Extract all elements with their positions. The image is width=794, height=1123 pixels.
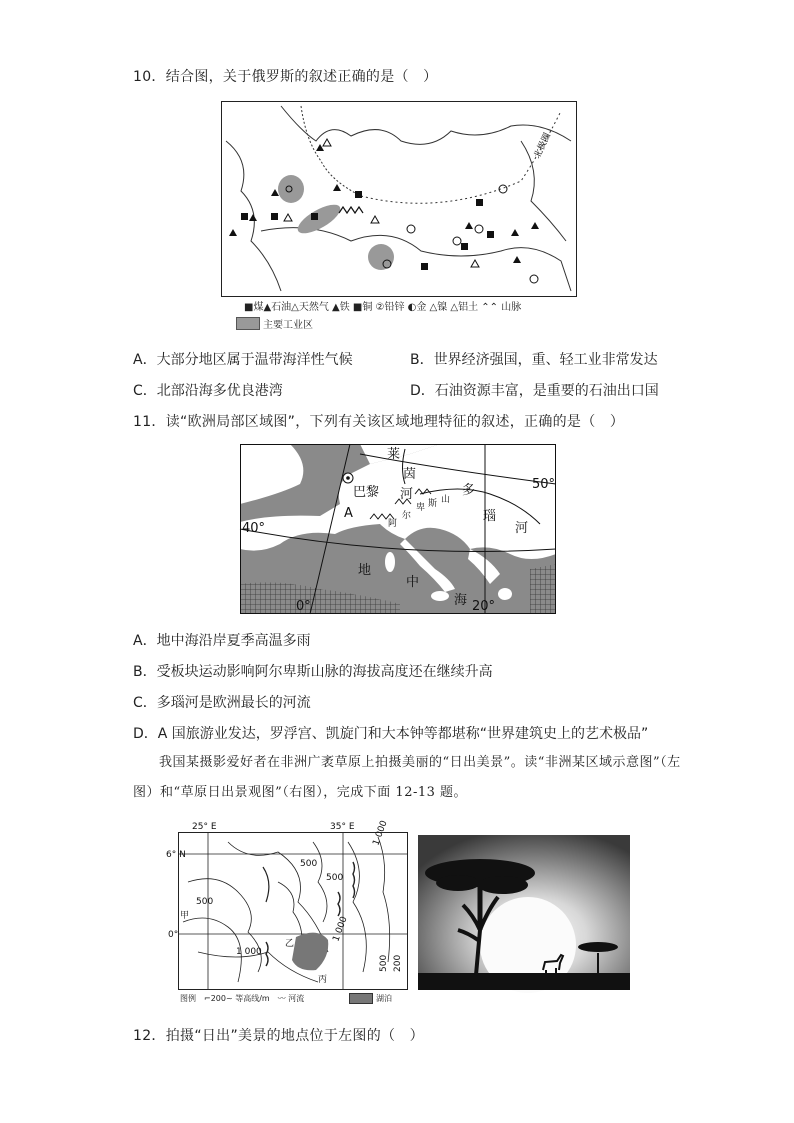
label-lon35: 35° E (330, 822, 355, 832)
label-shan: 山 (441, 495, 451, 505)
label-a-char: 阿 (388, 519, 398, 529)
label-nao: 瑙 (483, 509, 497, 524)
q11-option-c[interactable]: C．多瑙河是欧洲最长的河流 (133, 695, 311, 711)
q11-option-d[interactable]: D．A 国旅游业发达，罗浮宫、凯旋门和大本钟等都堪称“世界建筑史上的艺术极品” (133, 726, 649, 742)
africa-map-legend: 图例 ⌐200~ 等高线/m 〰 河流 (180, 994, 305, 1003)
contour-500-c: 500 (326, 873, 344, 883)
intro-paragraph: 我国某摄影爱好者在非洲广袤草原上拍摄美丽的“日出美景”。读“非洲某区域示意图”（左图）和“草原日出景观图”（右图），完成下面 12-13 题。 (133, 755, 681, 800)
label-er: 尔 (402, 511, 412, 521)
contour-1000-c: 1 000 (331, 915, 350, 944)
q10-option-c[interactable]: C．北部沿海多优良港湾 (133, 383, 283, 399)
russia-map-legend-symbols: ■煤▲石油△天然气 ▲铁 ■铜 ②铅锌 ◐金 △镍 △铝土 ⌃⌃ 山脉 (244, 302, 522, 313)
label-paris: 巴黎 (353, 485, 380, 500)
label-he2: 河 (515, 521, 529, 536)
label-hai: 海 (454, 593, 468, 608)
lake-legend-label: 湖泊 (376, 994, 392, 1003)
label-he1: 河 (400, 487, 414, 502)
industrial-zone (278, 175, 304, 203)
coal-icon (487, 231, 494, 238)
coal-icon (461, 243, 468, 250)
label-lon0: 0° (296, 599, 311, 614)
europe-map-svg (240, 444, 556, 614)
coal-icon (355, 191, 362, 198)
label-yi: 乙 (285, 939, 295, 949)
label-bei: 卑 (416, 503, 426, 513)
label-lat0: 0° (168, 930, 179, 940)
savanna-sunrise-photo (418, 835, 630, 990)
label-lat40: 40° (242, 521, 266, 536)
label-duo: 多 (462, 483, 476, 498)
contour-500-d: 500 (379, 954, 389, 972)
q10-option-b[interactable]: B．世界经济强国，重、轻工业非常发达 (410, 352, 658, 368)
label-di: 地 (358, 563, 372, 578)
industrial-zone-legend-label: 主要工业区 (263, 320, 313, 331)
label-si: 斯 (428, 499, 438, 509)
label-lat6: 6° N (166, 850, 186, 860)
coal-icon (271, 213, 278, 220)
savanna-sunrise-svg (418, 835, 630, 990)
label-lai: 莱 (387, 447, 401, 462)
coal-icon (421, 263, 428, 270)
contour-500-b: 500 (300, 859, 318, 869)
label-country-a: A (344, 506, 353, 521)
contour-200: 200 (393, 954, 403, 972)
coal-icon (241, 213, 248, 220)
question-10-stem: 10．结合图，关于俄罗斯的叙述正确的是（ ） (133, 69, 438, 85)
question-11-stem: 11．读“欧洲局部区域图”，下列有关该区域地理特征的叙述，正确的是（ ） (133, 414, 625, 430)
lake-legend-swatch (349, 993, 373, 1004)
russia-map (221, 101, 577, 297)
coal-icon (476, 199, 483, 206)
label-zhong: 中 (406, 575, 420, 590)
contour-500-a: 500 (196, 897, 214, 907)
q11-option-a[interactable]: A．地中海沿岸夏季高温多雨 (133, 633, 311, 649)
contour-1000-b: 1 000 (371, 819, 390, 848)
arctic-circle-label: 北极圈 (532, 131, 554, 161)
africa-map-svg (166, 819, 408, 990)
q10-option-d[interactable]: D．石油资源丰富，是重要的石油出口国 (410, 383, 659, 399)
question-12-stem: 12．拍摄“日出”美景的地点位于左图的（ ） (133, 1028, 424, 1044)
label-lat50: 50° (532, 477, 556, 492)
label-lon25: 25° E (192, 822, 217, 832)
label-jia: 甲 (180, 911, 190, 921)
russia-map-svg (221, 101, 577, 297)
coal-icon (311, 213, 318, 220)
europe-map (240, 444, 556, 614)
africa-region-map (166, 819, 408, 990)
industrial-zone-legend-swatch (236, 317, 260, 330)
contour-1000-a: 1 000 (236, 947, 262, 957)
q10-option-a[interactable]: A．大部分地区属于温带海洋性气候 (133, 352, 353, 368)
q11-option-b[interactable]: B．受板块运动影响阿尔卑斯山脉的海拔高度还在继续升高 (133, 664, 493, 680)
label-yin: 茵 (403, 467, 417, 482)
label-bing: 丙 (318, 975, 328, 985)
label-lon20: 20° (472, 599, 496, 614)
